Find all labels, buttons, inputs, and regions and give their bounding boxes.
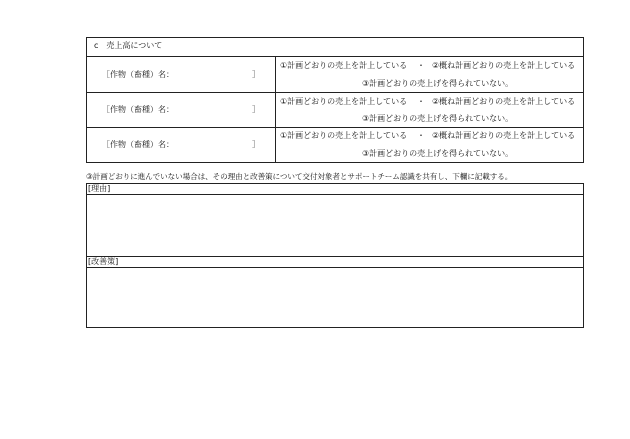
instruction-text: ③計画どおりに進んでいない場合は、その理由と改善策について交付対象者とサポートチーム認識を共有し、下欄に記載する。 xyxy=(86,172,513,181)
option-2: ②概ね計画どおりの売上を計上している xyxy=(432,131,576,140)
crop-name-label: ［作物（畜種）名： xyxy=(102,70,174,79)
section-divider xyxy=(86,256,584,257)
option-separator: ・ xyxy=(417,97,425,106)
improvement-label: [改善策] xyxy=(88,257,119,266)
option-3: ③計画どおりの売上げを得られていない。 xyxy=(362,79,514,88)
option-3: ③計画どおりの売上げを得られていない。 xyxy=(362,149,514,158)
improvement-input[interactable] xyxy=(87,268,583,327)
option-3: ③計画どおりの売上げを得られていない。 xyxy=(362,114,514,123)
table-divider xyxy=(275,56,276,163)
option-1: ①計画どおりの売上を計上している xyxy=(280,97,408,106)
option-1: ①計画どおりの売上を計上している xyxy=(280,131,408,140)
crop-name-label: ［作物（畜種）名： xyxy=(102,105,174,114)
option-separator: ・ xyxy=(417,131,425,140)
reason-input[interactable] xyxy=(87,195,583,255)
crop-name-label: ［作物（畜種）名： xyxy=(102,140,174,149)
option-separator: ・ xyxy=(417,61,425,70)
section-c-title: c 売上高について xyxy=(94,41,163,50)
option-1: ①計画どおりの売上を計上している xyxy=(280,61,408,70)
reason-label: [理由] xyxy=(88,184,111,193)
crop-name-close: ］ xyxy=(252,70,260,79)
option-2: ②概ね計画どおりの売上を計上している xyxy=(432,97,576,106)
table-divider xyxy=(86,56,584,57)
table-divider xyxy=(86,127,584,128)
table-divider xyxy=(86,92,584,93)
crop-name-close: ］ xyxy=(252,105,260,114)
option-2: ②概ね計画どおりの売上を計上している xyxy=(432,61,576,70)
crop-name-close: ］ xyxy=(252,140,260,149)
